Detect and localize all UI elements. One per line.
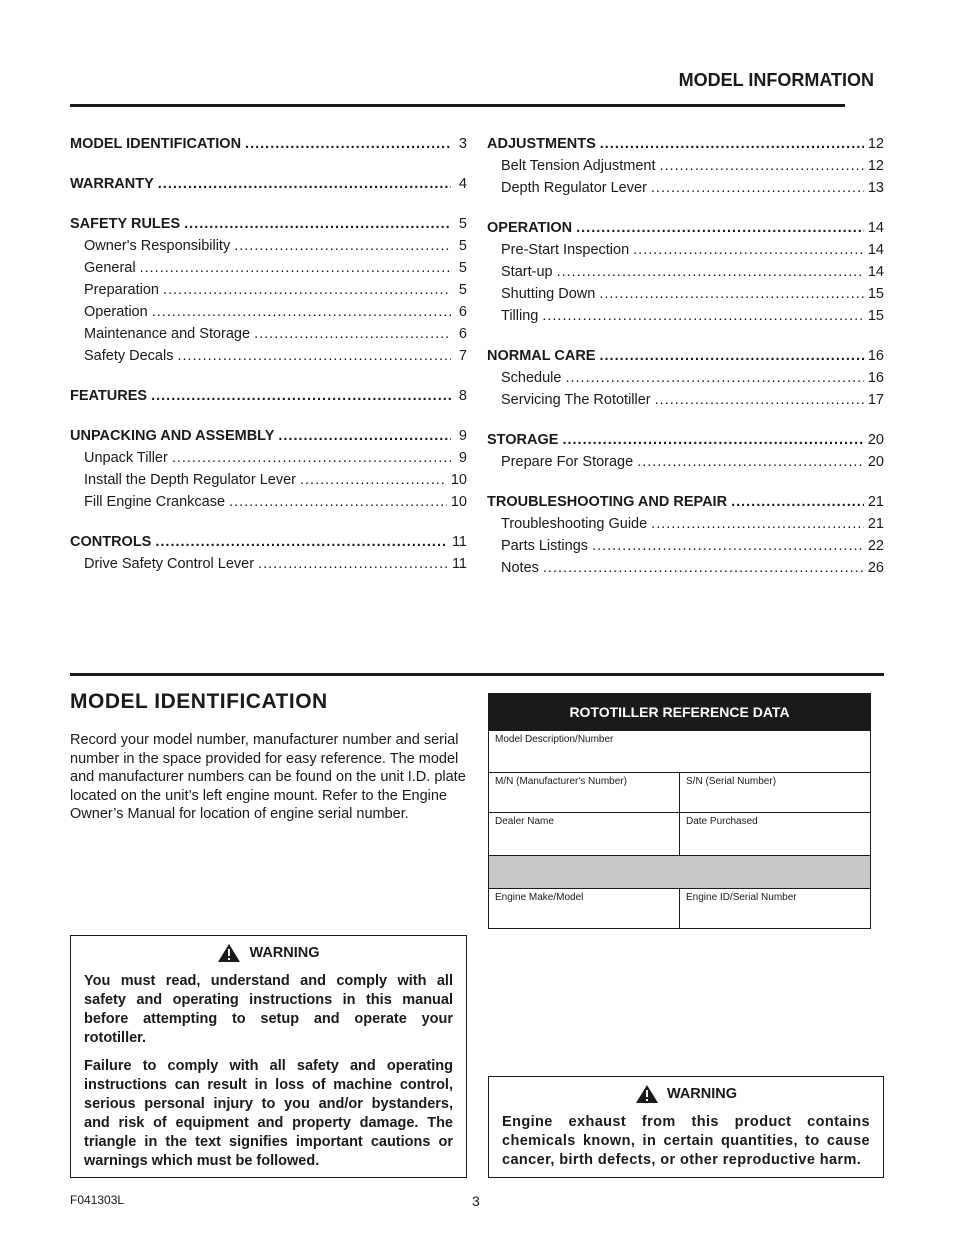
manufacturer-number-field[interactable]: M/N (Manufacturer's Number) <box>495 776 627 787</box>
toc-subsection-entry[interactable] <box>487 177 884 199</box>
toc-leader-dots <box>229 491 447 513</box>
toc-entry-page: 21 <box>867 516 884 532</box>
toc-spacer <box>70 367 467 385</box>
toc-entry-label: Start-up <box>501 264 553 280</box>
engine-id-field[interactable]: Engine ID/Serial Number <box>679 889 870 928</box>
toc-subsection-entry[interactable] <box>70 301 467 323</box>
toc-subsection-entry[interactable] <box>70 257 467 279</box>
toc-entry-page: 21 <box>867 494 884 510</box>
toc-entry-page: 11 <box>451 534 467 550</box>
toc-spacer <box>487 199 884 217</box>
toc-spacer <box>70 407 467 425</box>
toc-subsection-entry[interactable] <box>487 513 884 535</box>
toc-entry-label: WARRANTY <box>70 176 154 192</box>
toc-entry-page: 6 <box>458 304 467 320</box>
toc-spacer <box>70 195 467 213</box>
toc-subsection-entry[interactable] <box>487 283 884 305</box>
toc-entry-label: NORMAL CARE <box>487 348 596 364</box>
toc-entry-label: STORAGE <box>487 432 559 448</box>
warning-heading <box>84 944 453 962</box>
reference-row-engine <box>489 888 870 928</box>
toc-entry-page: 3 <box>458 136 467 152</box>
toc-leader-dots <box>542 305 864 327</box>
warning-label: WARNING <box>666 1086 738 1102</box>
toc-leader-dots <box>245 133 451 155</box>
toc-entry-page: 5 <box>458 238 467 254</box>
toc-entry-label: Preparation <box>84 282 159 298</box>
toc-section-entry[interactable] <box>70 425 467 447</box>
toc-entry-page: 5 <box>458 260 467 276</box>
toc-spacer <box>487 327 884 345</box>
toc-entry-page: 14 <box>867 242 884 258</box>
toc-leader-dots <box>651 513 864 535</box>
toc-leader-dots <box>300 469 447 491</box>
serial-number-field[interactable]: S/N (Serial Number) <box>679 773 870 812</box>
top-rule <box>70 104 845 107</box>
toc-entry-page: 5 <box>458 282 467 298</box>
toc-leader-dots <box>258 553 448 575</box>
toc-leader-dots <box>655 389 864 411</box>
model-identification-title: MODEL IDENTIFICATION <box>70 690 328 713</box>
toc-leader-dots <box>565 367 863 389</box>
toc-entry-page: 14 <box>867 264 884 280</box>
toc-entry-page: 9 <box>458 428 467 444</box>
toc-leader-dots <box>234 235 451 257</box>
toc-section-entry[interactable] <box>487 345 884 367</box>
toc-leader-dots <box>660 155 864 177</box>
toc-leader-dots <box>731 491 864 513</box>
toc-entry-label: UNPACKING AND ASSEMBLY <box>70 428 275 444</box>
toc-entry-label: Unpack Tiller <box>84 450 168 466</box>
toc-section-entry[interactable] <box>487 217 884 239</box>
toc-entry-label: Belt Tension Adjustment <box>501 158 656 174</box>
toc-leader-dots <box>651 177 864 199</box>
toc-entry-label: CONTROLS <box>70 534 152 550</box>
toc-leader-dots <box>600 133 864 155</box>
toc-subsection-entry[interactable] <box>487 367 884 389</box>
toc-leader-dots <box>599 283 864 305</box>
toc-entry-label: Maintenance and Storage <box>84 326 251 342</box>
toc-spacer <box>70 155 467 173</box>
toc-entry-page: 14 <box>867 220 884 236</box>
toc-subsection-entry[interactable] <box>487 155 884 177</box>
toc-entry-label: ADJUSTMENTS <box>487 136 596 152</box>
toc-spacer <box>70 513 467 531</box>
toc-entry-page: 6 <box>458 326 467 342</box>
model-description-field[interactable]: Model Description/Number <box>495 734 614 745</box>
warning-box-exhaust <box>488 1076 884 1178</box>
toc-leader-dots <box>184 213 451 235</box>
reference-row-numbers <box>489 772 870 812</box>
toc-subsection-entry[interactable] <box>70 469 467 491</box>
toc-subsection-entry[interactable] <box>487 261 884 283</box>
toc-entry-page: 11 <box>451 556 467 572</box>
toc-entry-page: 20 <box>867 432 884 448</box>
toc-leader-dots <box>278 425 451 447</box>
toc-entry-page: 8 <box>458 388 467 404</box>
toc-entry-label: SAFETY RULES <box>70 216 181 232</box>
reference-data-table <box>488 693 871 929</box>
toc-subsection-entry[interactable] <box>70 345 467 367</box>
toc-entry-label: Drive Safety Control Lever <box>84 556 255 572</box>
reference-row-dealer <box>489 812 870 855</box>
toc-entry-page: 17 <box>867 392 884 408</box>
toc-entry-page: 9 <box>458 450 467 466</box>
toc-spacer <box>487 473 884 491</box>
toc-entry-page: 16 <box>867 348 884 364</box>
toc-entry-page: 5 <box>458 216 467 232</box>
engine-make-field[interactable]: Engine Make/Model <box>495 892 584 903</box>
toc-subsection-entry[interactable] <box>70 279 467 301</box>
toc-entry-label: Notes <box>501 560 539 576</box>
toc-entry-page: 12 <box>867 136 884 152</box>
toc-entry-label: Safety Decals <box>84 348 174 364</box>
toc-entry-label: Schedule <box>501 370 562 386</box>
toc-entry-page: 16 <box>867 370 884 386</box>
toc-subsection-entry[interactable] <box>487 451 884 473</box>
toc-leader-dots <box>543 557 864 579</box>
toc-subsection-entry[interactable] <box>487 389 884 411</box>
warning-label: WARNING <box>249 945 320 961</box>
toc-leader-dots <box>254 323 451 345</box>
warning-triangle-icon <box>217 943 241 963</box>
toc-leader-dots <box>151 385 451 407</box>
page-number: 3 <box>472 1193 480 1209</box>
toc-entry-label: General <box>84 260 136 276</box>
toc-leader-dots <box>599 345 863 367</box>
toc-subsection-entry[interactable] <box>70 553 467 575</box>
toc-entry-label: Servicing The Rototiller <box>501 392 651 408</box>
toc-leader-dots <box>152 301 451 323</box>
section-header-title: MODEL INFORMATION <box>678 70 874 90</box>
toc-entry-label: Tilling <box>501 308 539 324</box>
toc-entry-label: Depth Regulator Lever <box>501 180 647 196</box>
toc-leader-dots <box>592 535 864 557</box>
toc-entry-label: Fill Engine Crankcase <box>84 494 226 510</box>
toc-entry-label: OPERATION <box>487 220 573 236</box>
document-code: F041303L <box>70 1193 125 1207</box>
toc-leader-dots <box>633 239 864 261</box>
warning-box-safety <box>70 935 467 1178</box>
reference-row-model <box>489 730 870 772</box>
toc-entry-label: Prepare For Storage <box>501 454 634 470</box>
toc-subsection-entry[interactable] <box>70 235 467 257</box>
toc-section-entry[interactable] <box>70 531 467 553</box>
toc-leader-dots <box>637 451 864 473</box>
toc-entry-label: Shutting Down <box>501 286 596 302</box>
toc-section-entry[interactable] <box>487 429 884 451</box>
toc-entry-label: Owner's Responsibility <box>84 238 231 254</box>
toc-entry-page: 15 <box>867 308 884 324</box>
toc-leader-dots <box>158 173 451 195</box>
toc-subsection-entry[interactable] <box>70 491 467 513</box>
warning-heading <box>502 1085 870 1103</box>
toc-entry-page: 15 <box>867 286 884 302</box>
toc-subsection-entry[interactable] <box>487 557 884 579</box>
toc-leader-dots <box>163 279 451 301</box>
toc-section-entry[interactable] <box>70 385 467 407</box>
toc-entry-page: 13 <box>867 180 884 196</box>
date-purchased-field[interactable]: Date Purchased <box>679 813 870 855</box>
toc-leader-dots <box>557 261 864 283</box>
toc-left-column <box>70 133 467 575</box>
warning-triangle-icon <box>635 1084 659 1104</box>
toc-subsection-entry[interactable] <box>487 535 884 557</box>
warning-paragraph: Engine exhaust from this product contains chemicals known, in certain quantities, to cause cancer, birth defects, or other reproductive harm. <box>502 1114 870 1168</box>
toc-entry-label: Troubleshooting Guide <box>501 516 648 532</box>
model-identification-text: Record your model number, manufacturer number and serial number in the space provided for easy reference. The model and manufacturer numbers can be found on the unit I.D. plate located on the unit’s left engine mount. Refer to the Engine Owner’s Manual for location of engine serial number. <box>70 732 466 823</box>
reference-divider-band <box>489 855 870 888</box>
toc-entry-page: 26 <box>867 560 884 576</box>
toc-section-entry[interactable] <box>487 133 884 155</box>
toc-entry-page: 7 <box>458 348 467 364</box>
toc-subsection-entry[interactable] <box>70 447 467 469</box>
toc-leader-dots <box>562 429 863 451</box>
toc-leader-dots <box>172 447 451 469</box>
toc-leader-dots <box>155 531 448 553</box>
toc-section-entry[interactable] <box>487 491 884 513</box>
toc-entry-page: 4 <box>458 176 467 192</box>
toc-section-entry[interactable] <box>70 133 467 155</box>
toc-leader-dots <box>576 217 864 239</box>
section-rule <box>70 673 884 676</box>
toc-entry-page: 20 <box>867 454 884 470</box>
toc-entry-label: Operation <box>84 304 148 320</box>
toc-entry-label: TROUBLESHOOTING AND REPAIR <box>487 494 728 510</box>
toc-entry-label: Install the Depth Regulator Lever <box>84 472 296 488</box>
toc-entry-page: 12 <box>867 158 884 174</box>
toc-entry-page: 10 <box>450 472 467 488</box>
toc-leader-dots <box>177 345 451 367</box>
dealer-name-field[interactable]: Dealer Name <box>495 816 554 827</box>
toc-subsection-entry[interactable] <box>487 239 884 261</box>
warning-paragraph: Failure to comply with all safety and operating instructions can result in loss of machine control, serious personal injury to you and/or bystanders, and risk of equipment and property damage. The triangle in the text signifies important cautions or warnings which must be followed. <box>84 1058 453 1169</box>
toc-right-column <box>487 133 884 579</box>
toc-subsection-entry[interactable] <box>70 323 467 345</box>
toc-entry-label: MODEL IDENTIFICATION <box>70 136 242 152</box>
toc-entry-label: Parts Listings <box>501 538 589 554</box>
reference-table-title: ROTOTILLER REFERENCE DATA <box>489 694 870 730</box>
toc-entry-page: 22 <box>867 538 884 554</box>
toc-subsection-entry[interactable] <box>487 305 884 327</box>
toc-entry-label: FEATURES <box>70 388 148 404</box>
toc-entry-label: Pre-Start Inspection <box>501 242 630 258</box>
toc-entry-page: 10 <box>450 494 467 510</box>
toc-section-entry[interactable] <box>70 213 467 235</box>
toc-section-entry[interactable] <box>70 173 467 195</box>
toc-leader-dots <box>140 257 451 279</box>
toc-spacer <box>487 411 884 429</box>
warning-paragraph: You must read, understand and comply with all safety and operating instructions in this manual before attempting to setup and operate your rototiller. <box>84 973 453 1046</box>
